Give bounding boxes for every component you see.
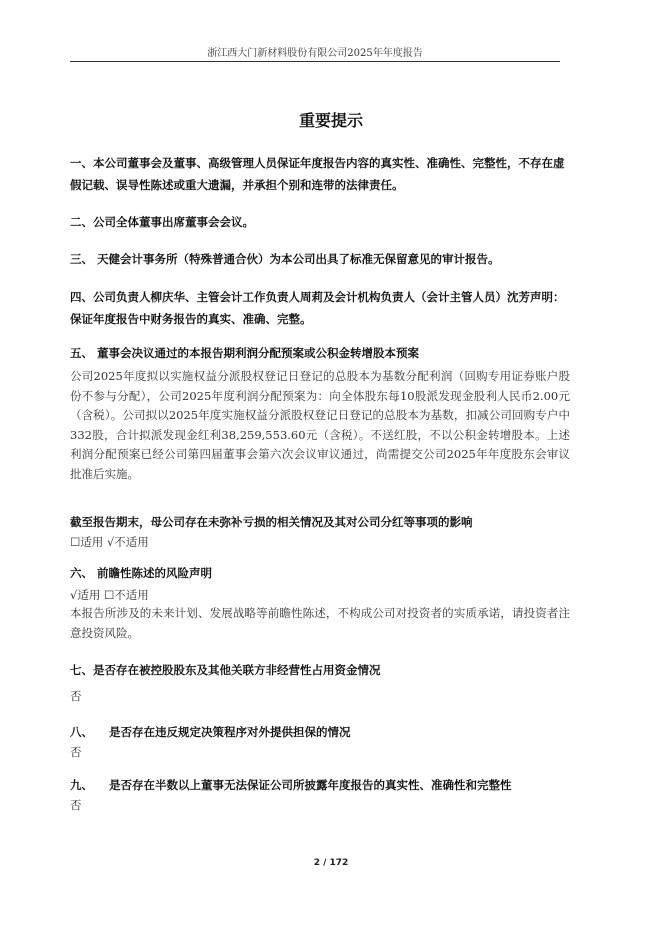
page-number: 2 / 172	[313, 858, 349, 868]
section-8-answer: 否	[70, 745, 82, 759]
section-8	[70, 721, 570, 763]
section-8-heading: 八、 是否存在违反规定决策程序对外提供担保的情况	[70, 725, 351, 739]
section-5-heading: 五、 董事会决议通过的本报告期利润分配预案或公积金转增股本预案	[70, 346, 419, 360]
section-3	[70, 248, 570, 270]
section-1-text: 一、本公司董事会及董事、高级管理人员保证年度报告内容的真实性、准确性、完整性，不存在虚假记载、误导性陈述或重大遗漏，并承担个别和连带的法律责任。	[70, 156, 565, 192]
section-7-answer: 否	[70, 689, 82, 703]
section-5	[70, 342, 570, 484]
loss-applicability: ☐适用 √不适用	[70, 535, 149, 549]
section-7-heading: 七、是否存在被控股股东及其他关联方非经营性占用资金情况	[70, 663, 381, 677]
page-title: 重要提示	[298, 111, 363, 130]
loss-heading: 截至报告期末，母公司存在未弥补亏损的相关情况及其对公司分红等事项的影响	[70, 515, 473, 529]
section-6-heading: 六、 前瞻性陈述的风险声明	[70, 566, 213, 580]
section-9-answer: 否	[70, 798, 82, 812]
header-rule	[70, 61, 560, 62]
section-7	[70, 659, 570, 707]
section-6	[70, 562, 570, 643]
section-6-applicability: √适用 ☐不适用	[70, 588, 149, 602]
section-4-text: 四、公司负责人柳庆华、主管会计工作负责人周莉及会计机构负责人（会计主管人员）沈芳声明：保证年度报告中财务报告的真实、准确、完整。	[70, 290, 565, 326]
section-2-text: 二、公司全体董事出席董事会会议。	[70, 215, 254, 229]
section-5-body: 公司2025年度拟以实施权益分派股权登记日登记的总股本为基数分配利润（回购专用证券账户股份不参与分配），公司2025年度利润分配预案为：向全体股东每10股派发现金股利人民币2.00元（含税）。公司拟以2025年度实施权益分派股权登记日登记的总股本为基数，扣减公司回购专户中332股，合计拟派发现金红利38,259,553.60元（含税）。不送红股，不以公积金转增股本。上述利润分配预案已经公司第四届董事会第六次会议审议通过，尚需提交公司2025年年度股东会审议批准后实施。	[70, 369, 570, 481]
section-4	[70, 286, 570, 330]
section-3-text: 三、 天健会计事务所（特殊普通合伙）为本公司出具了标准无保留意见的审计报告。	[70, 252, 500, 266]
loss-section	[70, 511, 570, 551]
page-header: 浙江西大门新材料股份有限公司2025年年度报告	[207, 48, 423, 59]
section-1	[70, 152, 570, 196]
section-6-body: 本报告所涉及的未来计划、发展战略等前瞻性陈述，不构成公司对投资者的实质承诺，请投资者注意投资风险。	[70, 606, 570, 640]
section-2	[70, 211, 570, 233]
section-9	[70, 774, 570, 816]
section-9-heading: 九、 是否存在半数以上董事无法保证公司所披露年度报告的真实性、准确性和完整性	[70, 778, 512, 792]
